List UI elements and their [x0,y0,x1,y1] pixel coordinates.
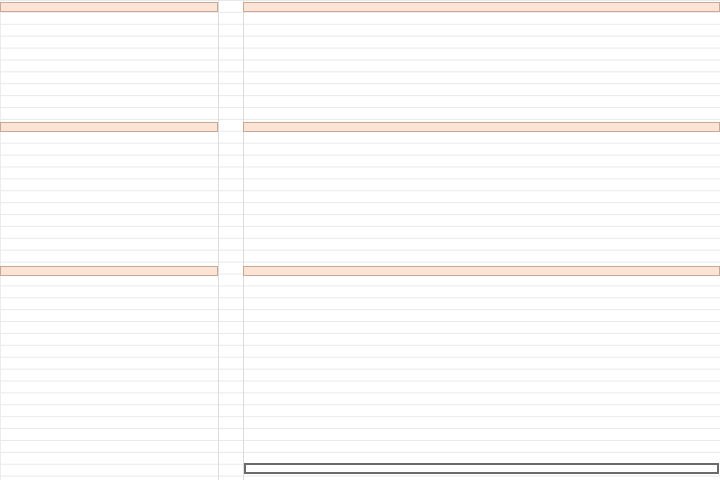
table-row [0,396,720,408]
table-row [0,61,720,73]
section-header-left[interactable] [0,2,218,12]
table-row [0,181,720,193]
section-header-left[interactable] [0,266,218,276]
section-header-left[interactable] [0,122,218,132]
section-header-right[interactable] [243,266,720,276]
table-row [0,252,720,264]
table-row [0,408,720,420]
table-row [0,444,720,456]
section-header-right[interactable] [243,2,720,12]
table-row [0,228,720,240]
table-row [0,25,720,37]
table-row [0,289,720,301]
table-row [0,73,720,85]
table-row [0,96,720,108]
table-row [0,384,720,396]
table-row [0,157,720,169]
table-row [0,133,720,145]
table-row [0,169,720,181]
table-row [0,145,720,157]
table-row [0,313,720,325]
table-row [0,337,720,349]
selected-cell[interactable] [244,463,719,474]
table-row [0,325,720,337]
table-row [0,49,720,61]
table-row [0,37,720,49]
table-row [0,240,720,252]
table-row [0,204,720,216]
table-row [0,193,720,205]
table-row [0,360,720,372]
table-row [0,372,720,384]
table-row [0,348,720,360]
table-row [0,432,720,444]
table-row [0,13,720,25]
table-row [0,84,720,96]
table-row [0,277,720,289]
section-header-right[interactable] [243,122,720,132]
table-row [0,420,720,432]
table-row [0,216,720,228]
table-row [0,479,720,491]
table-row [0,301,720,313]
